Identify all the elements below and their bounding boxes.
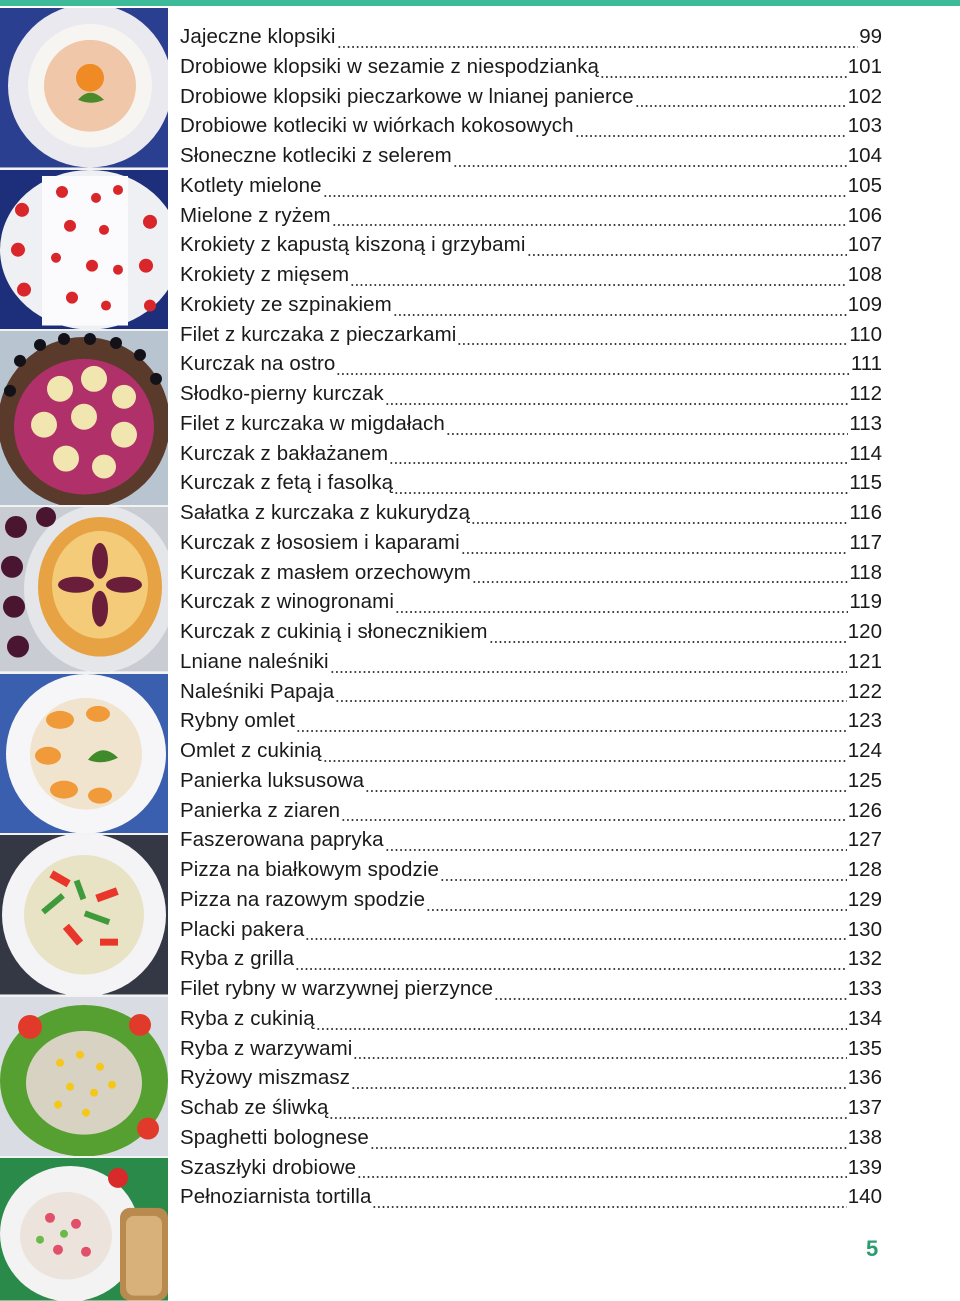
- toc-dot-leader: [372, 1205, 846, 1209]
- toc-entry-page: 118: [849, 560, 882, 584]
- food-photo-strip: [0, 8, 168, 1301]
- toc-entry-page: 124: [847, 739, 882, 762]
- toc-entry[interactable]: [180, 1096, 882, 1126]
- toc-entry[interactable]: [180, 769, 882, 799]
- toc-entry[interactable]: [180, 263, 882, 293]
- toc-dot-leader: [329, 1116, 846, 1120]
- toc-entry[interactable]: [180, 977, 882, 1007]
- toc-dot-leader: [527, 253, 847, 257]
- toc-entry[interactable]: [180, 1037, 882, 1067]
- toc-entry[interactable]: [180, 501, 882, 531]
- toc-entry-page: 126: [847, 798, 882, 822]
- toc-dot-leader: [323, 759, 847, 763]
- toc-dot-leader: [316, 1027, 847, 1031]
- toc-entry-page: 114: [849, 441, 882, 465]
- toc-entry-title: Drobiowe kotleciki w wiórkach kokosowych: [180, 114, 574, 138]
- toc-entry-title: Kurczak z cukinią i słonecznikiem: [180, 620, 488, 643]
- toc-entry-page: 110: [849, 322, 882, 346]
- toc-entry-title: Szaszłyki drobiowe: [180, 1155, 357, 1179]
- toc-entry[interactable]: [180, 174, 882, 204]
- photo-plum-omelette: [0, 507, 168, 673]
- toc-dot-leader: [575, 134, 847, 138]
- toc-entry-title: Kurczak z winogronami: [180, 590, 395, 614]
- toc-entry-page: 119: [849, 590, 882, 614]
- toc-entry-page: 120: [847, 620, 882, 643]
- photo-sandwich-spread: [0, 1158, 168, 1301]
- toc-entry-title: Kotlety mielone: [180, 173, 322, 197]
- toc-entry-title: Naleśniki Papaja: [180, 679, 335, 703]
- toc-entry-page: 104: [847, 144, 882, 167]
- toc-entry[interactable]: [180, 650, 882, 680]
- toc-entry[interactable]: [180, 1185, 882, 1215]
- toc-entry-page: 111: [850, 352, 882, 376]
- toc-entry[interactable]: [180, 114, 882, 144]
- toc-entry-page: 109: [847, 292, 882, 316]
- toc-entry-page: 128: [847, 858, 882, 881]
- toc-dot-leader: [446, 432, 848, 436]
- toc-entry-title: Ryba z warzywami: [180, 1036, 353, 1060]
- toc-entry-page: 116: [849, 501, 882, 524]
- toc-entry-page: 106: [847, 203, 882, 227]
- toc-entry[interactable]: [180, 590, 882, 620]
- toc-entry[interactable]: [180, 25, 882, 55]
- toc-entry-page: 113: [849, 411, 882, 435]
- toc-entry-title: Lniane naleśniki: [180, 649, 329, 673]
- toc-dot-leader: [385, 848, 847, 852]
- toc-entry[interactable]: [180, 1007, 882, 1037]
- toc-entry[interactable]: [180, 918, 882, 948]
- toc-entry-page: 132: [847, 947, 882, 971]
- toc-entry-title: Pizza na razowym spodzie: [180, 887, 426, 911]
- toc-entry[interactable]: [180, 55, 882, 85]
- toc-dot-leader: [471, 521, 848, 525]
- toc-dot-leader: [453, 164, 847, 168]
- toc-entry-title: Filet z kurczaka z pieczarkami: [180, 322, 457, 346]
- toc-entry-title: Spaghetti bolognese: [180, 1125, 369, 1149]
- toc-entry[interactable]: [180, 828, 882, 858]
- toc-entry[interactable]: [180, 1156, 882, 1186]
- toc-dot-leader: [323, 194, 847, 198]
- toc-entry-title: Mielone z ryżem: [180, 203, 331, 227]
- toc-entry-page: 101: [847, 54, 882, 78]
- toc-entry-page: 115: [849, 471, 882, 495]
- page-number: 5: [866, 1236, 879, 1261]
- toc-entry[interactable]: [180, 323, 882, 353]
- toc-entry-page: 125: [847, 768, 882, 792]
- toc-dot-leader: [635, 104, 847, 108]
- toc-entry-page: 127: [847, 828, 882, 852]
- toc-entry-page: 103: [847, 114, 882, 138]
- toc-dot-leader: [335, 699, 846, 703]
- toc-dot-leader: [295, 967, 847, 971]
- toc-dot-leader: [305, 937, 846, 941]
- toc-entry-page: 139: [847, 1155, 882, 1179]
- toc-entry-page: 129: [847, 887, 882, 911]
- toc-entry-title: Kurczak z masłem orzechowym: [180, 560, 471, 584]
- toc-dot-leader: [365, 789, 847, 793]
- photo-strawberry-cream-slices: [0, 170, 168, 332]
- toc-entry-title: Filet z kurczaka w migdałach: [180, 411, 445, 435]
- toc-entry[interactable]: [180, 293, 882, 323]
- photo-apricot-pudding: [0, 674, 168, 836]
- toc-dot-leader: [600, 75, 847, 79]
- toc-entry-page: 123: [847, 709, 882, 733]
- toc-entry-page: 138: [847, 1125, 882, 1149]
- toc-entry-title: Faszerowana papryka: [180, 828, 384, 852]
- toc-entry-title: Schab ze śliwką: [180, 1096, 329, 1119]
- toc-dot-leader: [336, 372, 849, 376]
- toc-entry-title: Krokiety z kapustą kiszoną i grzybami: [180, 233, 526, 257]
- toc-entry[interactable]: [180, 442, 882, 472]
- toc-dot-leader: [330, 670, 847, 674]
- toc-dot-leader: [395, 610, 848, 614]
- toc-entry[interactable]: [180, 204, 882, 234]
- toc-entry[interactable]: [180, 799, 882, 829]
- toc-entry-page: 133: [847, 977, 882, 1000]
- toc-dot-leader: [296, 729, 847, 733]
- toc-entry[interactable]: [180, 739, 882, 769]
- photo-peach-cream-dessert: [0, 8, 168, 170]
- toc-entry[interactable]: [180, 620, 882, 650]
- toc-entry[interactable]: [180, 352, 882, 382]
- toc-dot-leader: [389, 461, 848, 465]
- toc-entry-page: 122: [847, 679, 882, 703]
- photo-vegetable-salad: [0, 835, 168, 997]
- toc-entry-page: 130: [847, 917, 882, 941]
- toc-entry[interactable]: [180, 680, 882, 710]
- toc-entry-title: Sałatka z kurczaka z kukurydzą: [180, 501, 471, 524]
- toc-dot-leader: [341, 818, 847, 822]
- toc-entry-title: Drobiowe klopsiki pieczarkowe w lnianej panierce: [180, 84, 634, 108]
- toc-entry-page: 99: [859, 25, 882, 48]
- toc-entry[interactable]: [180, 561, 882, 591]
- toc-entry[interactable]: [180, 1066, 882, 1096]
- toc-entry-title: Krokiety ze szpinakiem: [180, 292, 392, 316]
- toc-entry-title: Omlet z cukinią: [180, 739, 322, 762]
- toc-entry[interactable]: [180, 85, 882, 115]
- toc-dot-leader: [440, 878, 847, 882]
- toc-dot-leader: [489, 640, 847, 644]
- toc-dot-leader: [494, 997, 847, 1001]
- toc-dot-leader: [385, 402, 849, 406]
- toc-entry[interactable]: [180, 382, 882, 412]
- toc-entry-title: Placki pakera: [180, 917, 305, 941]
- toc-entry-page: 136: [847, 1066, 882, 1090]
- toc-dot-leader: [357, 1175, 847, 1179]
- toc-entry[interactable]: [180, 471, 882, 501]
- photo-rice-corn-salad: [0, 997, 168, 1159]
- toc-entry-page: 117: [849, 530, 882, 554]
- toc-entry-title: Panierka luksusowa: [180, 768, 365, 792]
- toc-entry-title: Słodko-pierny kurczak: [180, 382, 384, 405]
- toc-entry[interactable]: [180, 709, 882, 739]
- top-accent-bar: [0, 0, 960, 6]
- toc-entry-page: 134: [847, 1006, 882, 1030]
- toc-entry-title: Ryba z cukinią: [180, 1006, 315, 1030]
- toc-entry-title: Pizza na białkowym spodzie: [180, 858, 439, 881]
- toc-entry-page: 105: [847, 173, 882, 197]
- toc-entry[interactable]: [180, 233, 882, 263]
- photo-banana-berry-cake: [0, 331, 168, 507]
- toc-entry-title: Ryba z grilla: [180, 947, 295, 971]
- toc-entry[interactable]: [180, 144, 882, 174]
- toc-entry-page: 112: [849, 382, 882, 405]
- toc-entry-page: 137: [847, 1096, 882, 1119]
- toc-entry-title: Krokiety z mięsem: [180, 263, 350, 286]
- toc-entry-title: Kurczak z łososiem i kaparami: [180, 530, 460, 554]
- table-of-contents: [180, 25, 882, 1215]
- toc-dot-leader: [351, 1086, 847, 1090]
- toc-entry-page: 107: [847, 233, 882, 257]
- toc-dot-leader: [370, 1146, 847, 1150]
- toc-dot-leader: [332, 223, 847, 227]
- toc-entry[interactable]: [180, 412, 882, 442]
- toc-entry-title: Ryżowy miszmasz: [180, 1066, 351, 1090]
- toc-entry-page: 121: [847, 649, 882, 673]
- toc-entry-title: Jajeczne klopsiki: [180, 25, 336, 48]
- toc-entry[interactable]: [180, 947, 882, 977]
- toc-dot-leader: [457, 342, 848, 346]
- toc-dot-leader: [353, 1056, 846, 1060]
- toc-dot-leader: [350, 283, 847, 287]
- toc-entry[interactable]: [180, 531, 882, 561]
- toc-dot-leader: [472, 580, 848, 584]
- toc-entry-page: 108: [847, 263, 882, 286]
- toc-entry-title: Drobiowe klopsiki w sezamie z niespodzianką: [180, 54, 600, 78]
- toc-entry-title: Rybny omlet: [180, 709, 296, 733]
- toc-dot-leader: [393, 313, 847, 317]
- toc-entry-page: 140: [847, 1185, 882, 1209]
- toc-dot-leader: [394, 491, 848, 495]
- toc-entry[interactable]: [180, 858, 882, 888]
- toc-entry-title: Słoneczne kotleciki z selerem: [180, 144, 452, 167]
- toc-entry[interactable]: [180, 888, 882, 918]
- toc-entry-title: Kurczak z bakłażanem: [180, 441, 389, 465]
- toc-dot-leader: [426, 908, 847, 912]
- toc-entry-title: Pełnoziarnista tortilla: [180, 1185, 372, 1209]
- toc-dot-leader: [461, 551, 849, 555]
- toc-entry[interactable]: [180, 1126, 882, 1156]
- toc-entry-title: Panierka z ziaren: [180, 798, 341, 822]
- toc-entry-title: Kurczak z fetą i fasolką: [180, 471, 394, 495]
- toc-entry-page: 135: [847, 1036, 882, 1060]
- toc-dot-leader: [337, 45, 859, 49]
- toc-entry-page: 102: [847, 84, 882, 108]
- toc-entry-title: Kurczak na ostro: [180, 352, 336, 376]
- toc-entry-title: Filet rybny w warzywnej pierzynce: [180, 977, 494, 1000]
